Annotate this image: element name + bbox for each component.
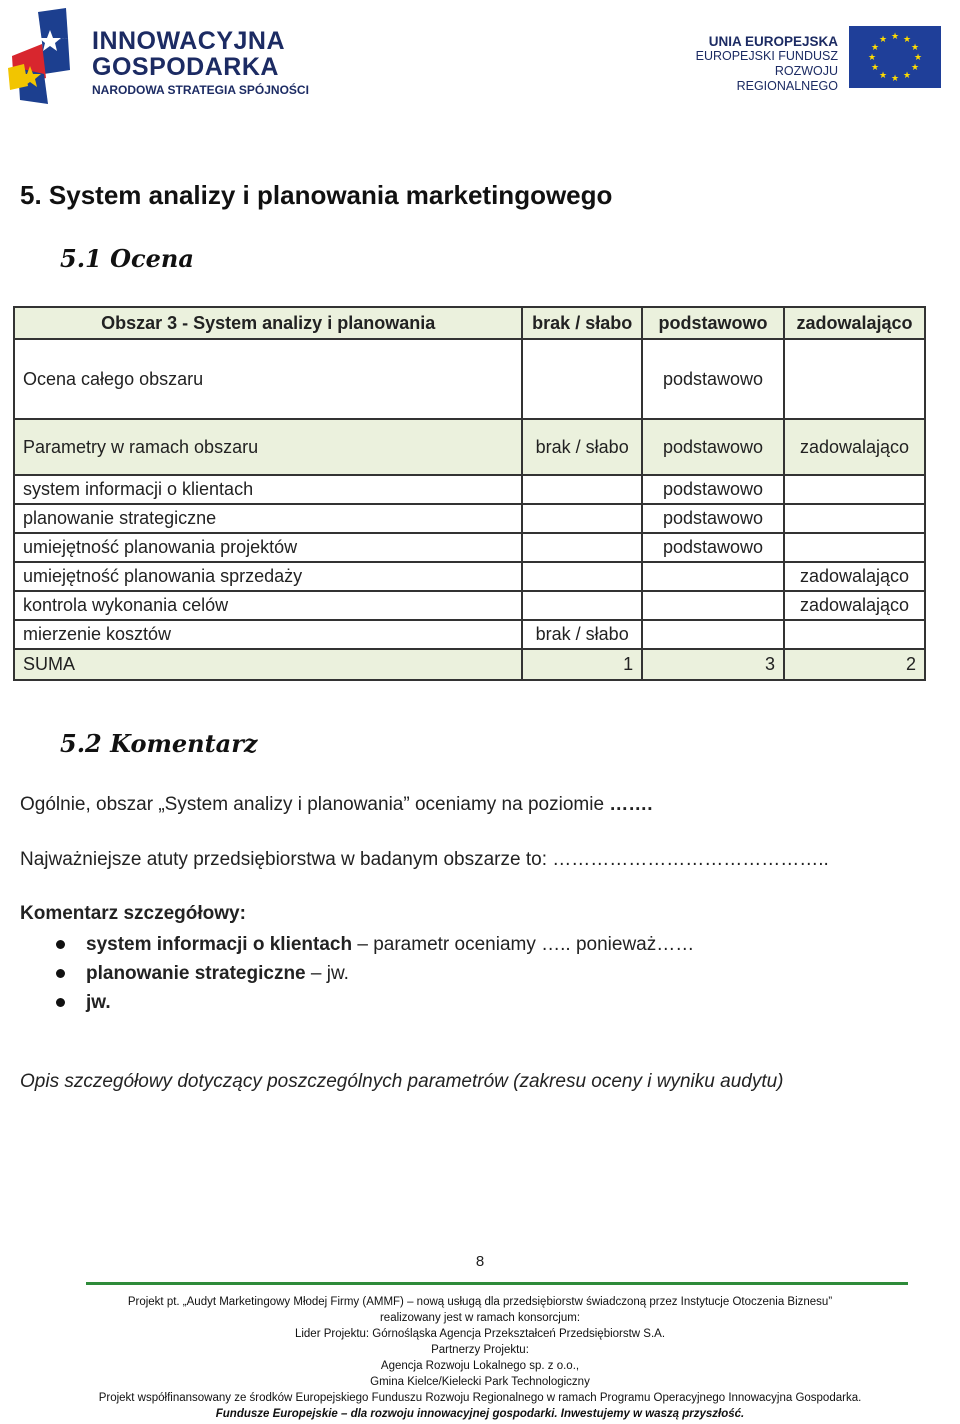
item-title: system informacji o klientach: [86, 934, 353, 955]
strengths-text: Najważniejsze atuty przedsiębiorstwa w badanym obszarze to: ……………………………………..: [20, 849, 829, 870]
row-podstawowo: podstawowo: [642, 475, 784, 504]
innowacyjna-gospodarka-logo: [8, 8, 318, 106]
row-podstawowo: podstawowo: [642, 533, 784, 562]
whole-area-brak: [522, 339, 642, 419]
eu-line-1: UNIA EUROPEJSKA: [708, 34, 838, 49]
list-item: [20, 988, 694, 1017]
row-label: umiejętność planowania projektów: [14, 533, 522, 562]
header-area: Obszar 3 - System analizy i planowania: [14, 307, 522, 339]
row-zadowalajaco: [784, 533, 925, 562]
whole-area-label: Ocena całego obszaru: [14, 339, 522, 419]
subsection-title-komentarz: 5.2 Komentarz: [60, 729, 258, 758]
sum-brak: 1: [522, 649, 642, 680]
whole-area-row: [14, 339, 925, 419]
star-emblem-icon: [8, 8, 80, 106]
svg-text:★: ★: [910, 43, 920, 53]
general-assessment: [20, 794, 653, 816]
bullet-icon: [56, 969, 65, 978]
item-text: – jw.: [305, 963, 349, 984]
table-row: [14, 533, 925, 562]
row-zadowalajaco: [784, 504, 925, 533]
params-label: Parametry w ramach obszaru: [14, 419, 522, 475]
bullet-icon: [56, 998, 65, 1007]
svg-text:★: ★: [913, 53, 923, 63]
row-brak: [522, 591, 642, 620]
row-podstawowo: [642, 620, 784, 649]
svg-text:★: ★: [870, 43, 880, 53]
footer-divider: [86, 1282, 908, 1285]
bullet-icon: [56, 940, 65, 949]
table-row: [14, 504, 925, 533]
row-zadowalajaco: [784, 475, 925, 504]
eu-logo: [660, 16, 950, 100]
sum-podstawowo: 3: [642, 649, 784, 680]
item-title: planowanie strategiczne: [86, 963, 306, 984]
logo-line-3: NARODOWA STRATEGIA SPÓJNOŚCI: [92, 83, 309, 97]
header-podstawowo: podstawowo: [642, 307, 784, 339]
logo-line-2: GOSPODARKA: [92, 53, 279, 81]
params-zadowalajaco: zadowalająco: [784, 419, 925, 475]
footer-slogan: Fundusze Europejskie – dla rozwoju innowacyjnej gospodarki. Inwestujemy w waszą przyszłość.: [215, 1408, 745, 1420]
header-zadowalajaco: zadowalająco: [784, 307, 925, 339]
svg-text:★: ★: [878, 71, 888, 81]
list-item: [20, 930, 694, 959]
row-label: planowanie strategiczne: [14, 504, 522, 533]
footer-line: Lider Projektu: Górnośląska Agencja Przekształceń Przedsiębiorstw S.A.: [294, 1328, 666, 1340]
svg-text:★: ★: [867, 53, 877, 63]
subsection-title-ocena: 5.1 Ocena: [60, 244, 194, 273]
page-number: 8: [475, 1253, 485, 1270]
row-zadowalajaco: [784, 620, 925, 649]
footer-line: Projekt współfinansowany ze środków Europejskiego Funduszu Rozwoju Regionalnego w ramach Programu Operacyjnego Innowacyjna Gospodarka.: [98, 1392, 862, 1404]
detailed-comment-list: [20, 930, 694, 1017]
assessment-table: [13, 306, 926, 681]
row-label: umiejętność planowania sprzedaży: [14, 562, 522, 591]
params-header-row: [14, 419, 925, 475]
table-row: [14, 591, 925, 620]
svg-text:★: ★: [902, 71, 912, 81]
whole-area-zadow: [784, 339, 925, 419]
svg-text:★: ★: [890, 74, 900, 84]
footer-line: Partnerzy Projektu:: [431, 1344, 529, 1356]
item-text: – parametr oceniamy ….. ponieważ……: [352, 934, 695, 955]
row-brak: [522, 562, 642, 591]
row-brak: [522, 533, 642, 562]
svg-text:★: ★: [890, 32, 900, 42]
table-row: [14, 475, 925, 504]
footer-line: Gmina Kielce/Kielecki Park Technologiczny: [370, 1376, 590, 1388]
eu-line-2: EUROPEJSKI FUNDUSZ: [695, 49, 838, 63]
list-item: [20, 959, 694, 988]
row-brak: [522, 504, 642, 533]
params-podstawowo: podstawowo: [642, 419, 784, 475]
row-label: mierzenie kosztów: [14, 620, 522, 649]
table-row: [14, 562, 925, 591]
detailed-comment-label: Komentarz szczegółowy:: [20, 903, 246, 924]
logo-line-1: INNOWACYJNA: [92, 27, 286, 55]
row-zadowalajaco: zadowalająco: [784, 562, 925, 591]
eu-line-3: ROZWOJU REGIONALNEGO: [736, 64, 838, 93]
footer-line: Agencja Rozwoju Lokalnego sp. z o.o.,: [380, 1360, 580, 1372]
row-label: system informacji o klientach: [14, 475, 522, 504]
footer: [0, 1294, 960, 1422]
row-brak: [522, 475, 642, 504]
row-label: kontrola wykonania celów: [14, 591, 522, 620]
svg-text:★: ★: [902, 35, 912, 45]
section-title: 5. System analizy i planowania marketingowego: [20, 180, 613, 210]
svg-text:★: ★: [878, 35, 888, 45]
row-podstawowo: [642, 591, 784, 620]
sum-label: SUMA: [14, 649, 522, 680]
table-row: [14, 620, 925, 649]
row-brak: brak / słabo: [522, 620, 642, 649]
header-brak: brak / słabo: [522, 307, 642, 339]
svg-text:★: ★: [870, 63, 880, 73]
params-brak: brak / słabo: [522, 419, 642, 475]
sum-row: [14, 649, 925, 680]
footer-line: realizowany jest w ramach konsorcjum:: [379, 1312, 581, 1324]
whole-area-value: podstawowo: [642, 339, 784, 419]
general-assessment-dots: …….: [609, 794, 653, 815]
row-podstawowo: podstawowo: [642, 504, 784, 533]
item-title: jw.: [86, 992, 111, 1013]
eu-flag-icon: [849, 26, 941, 88]
footer-line: Projekt pt. „Audyt Marketingowy Młodej Firmy (AMMF) – nową usługą dla przedsiębiorstw świadczoną przez Instytucje Otoczenia Biznesu”: [127, 1296, 833, 1308]
svg-text:★: ★: [910, 63, 920, 73]
general-assessment-text: Ogólnie, obszar „System analizy i planowania” oceniamy na poziomie: [20, 794, 610, 815]
detailed-description: Opis szczegółowy dotyczący poszczególnych parametrów (zakresu oceny i wyniku audytu): [20, 1071, 784, 1092]
row-zadowalajaco: zadowalająco: [784, 591, 925, 620]
sum-zadowalajaco: 2: [784, 649, 925, 680]
row-podstawowo: [642, 562, 784, 591]
table-header-row: [14, 307, 925, 339]
